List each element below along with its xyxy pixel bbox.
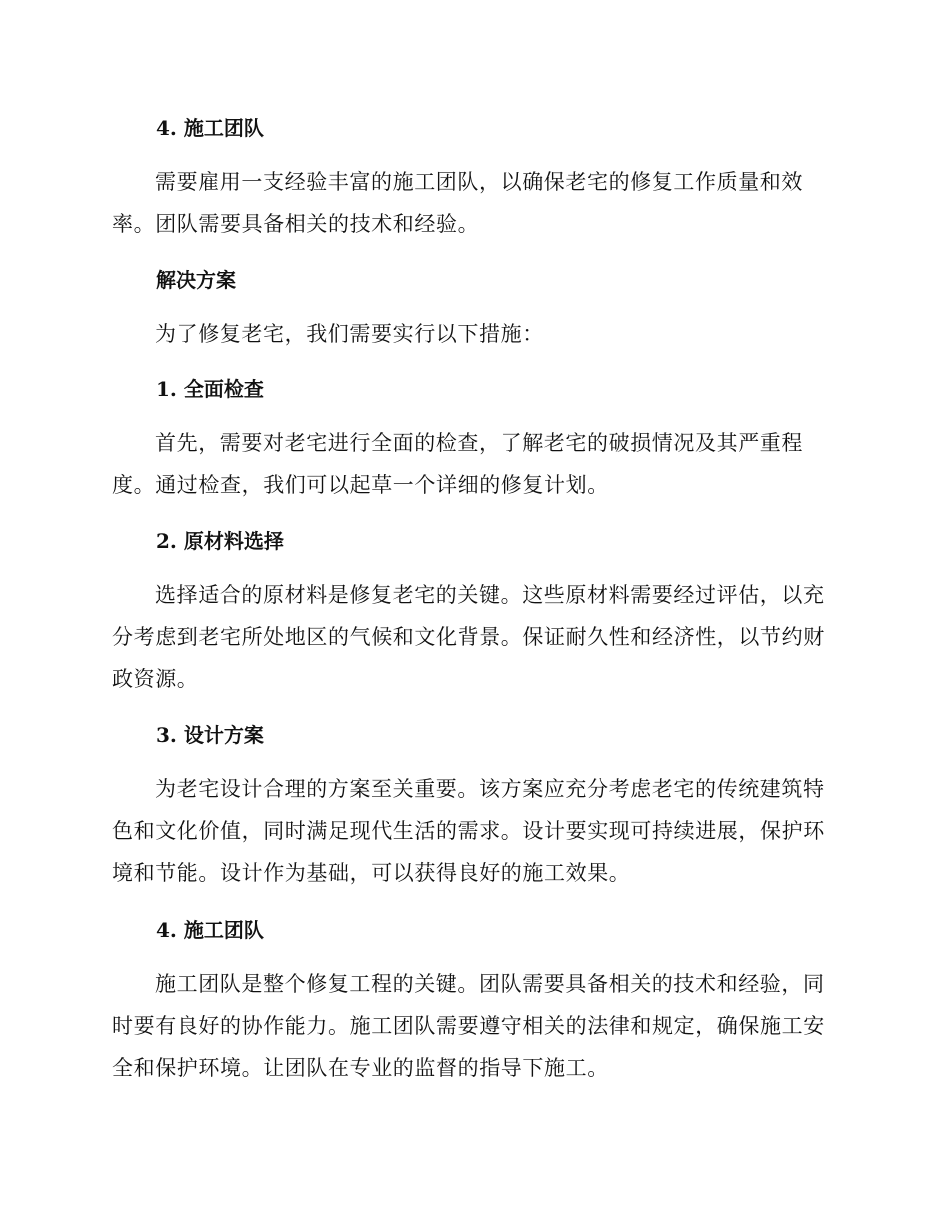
section-heading-design: 3. 设计方案 (156, 723, 264, 747)
paragraph-line: 分考虑到老宅所处地区的气候和文化背景。保证耐久性和经济性，以节约财 (112, 625, 825, 649)
section-heading-inspection: 1. 全面检查 (156, 377, 264, 401)
section-paragraph-materials (112, 574, 838, 700)
paragraph-line: 施工团队是整个修复工程的关键。团队需要具备相关的技术和经验，同 (155, 972, 825, 996)
paragraph-line: 选择适合的原材料是修复老宅的关键。这些原材料需要经过评估，以充 (155, 583, 825, 607)
section-heading-solution: 解决方案 (156, 268, 236, 292)
paragraph-line: 需要雇用一支经验丰富的施工团队，以确保老宅的修复工作质量和效 (155, 170, 803, 194)
paragraph-line: 色和文化价值，同时满足现代生活的需求。设计要实现可持续进展，保护环 (112, 819, 825, 843)
paragraph-line: 度。通过检查，我们可以起草一个详细的修复计划。 (112, 473, 609, 497)
paragraph-line: 政资源。 (112, 667, 199, 691)
paragraph-line: 时要有良好的协作能力。施工团队需要遵守相关的法律和规定，确保施工安 (112, 1014, 825, 1038)
paragraph-line: 为老宅设计合理的方案至关重要。该方案应充分考虑老宅的传统建筑特 (155, 777, 825, 801)
section-paragraph-team-intro (112, 161, 838, 245)
section-paragraph-team (112, 963, 838, 1089)
section-paragraph-design (112, 768, 838, 894)
section-heading-materials: 2. 原材料选择 (156, 529, 284, 553)
section-heading-team: 4. 施工团队 (156, 918, 264, 942)
section-paragraph-solution (112, 313, 838, 355)
paragraph-line: 首先，需要对老宅进行全面的检查，了解老宅的破损情况及其严重程 (155, 431, 803, 455)
section-paragraph-inspection (112, 422, 838, 506)
paragraph-line: 为了修复老宅，我们需要实行以下措施： (155, 322, 544, 346)
paragraph-line: 率。团队需要具备相关的技术和经验。 (112, 212, 480, 236)
paragraph-line: 全和保护环境。让团队在专业的监督的指导下施工。 (112, 1056, 609, 1080)
section-heading-team-intro: 4. 施工团队 (156, 116, 264, 140)
paragraph-line: 境和节能。设计作为基础，可以获得良好的施工效果。 (112, 861, 631, 885)
